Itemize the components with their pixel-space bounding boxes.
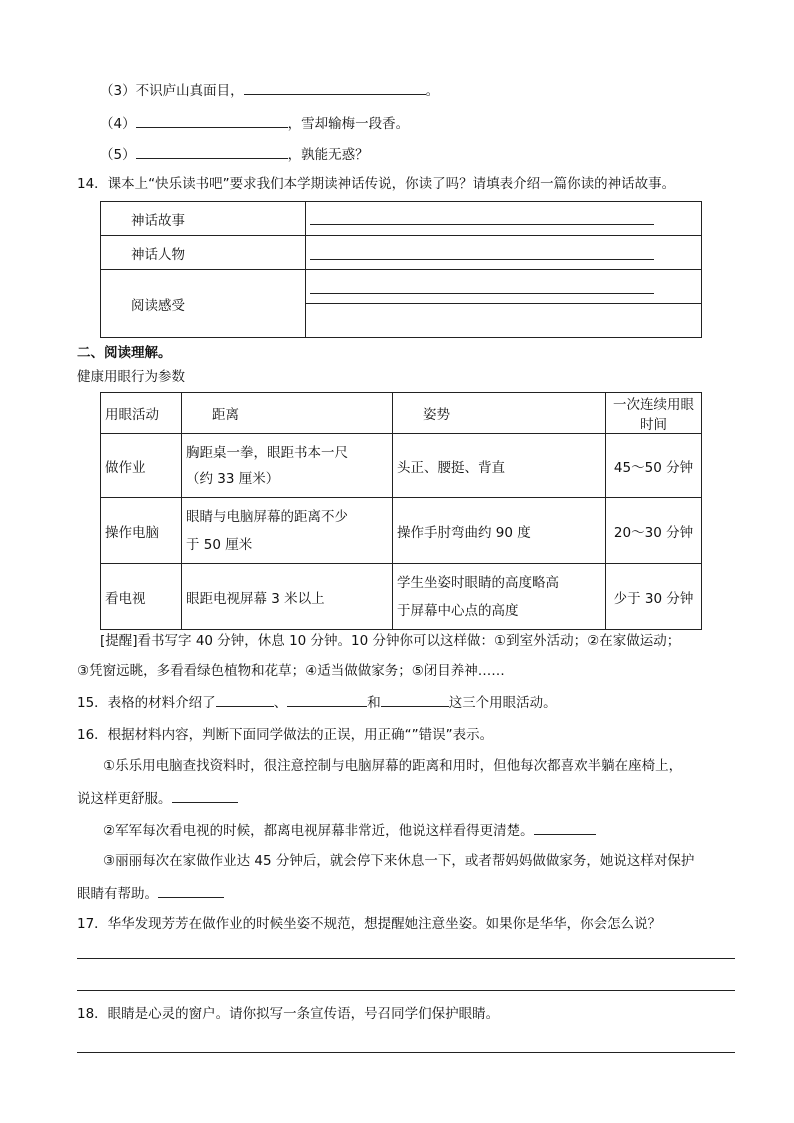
q14-text: 14．课本上“快乐读书吧”要求我们本学期读神话传说，你读了吗？请填表介绍一篇你读的神话故事。 bbox=[77, 176, 676, 192]
q13-item4 bbox=[100, 113, 409, 134]
myth-row-character-label: 神话人物 bbox=[101, 236, 306, 270]
q15-sep1: 、 bbox=[273, 695, 288, 711]
q15-prefix: 15．表格的材料介绍了 bbox=[77, 695, 216, 711]
q13-item4-label: （4） bbox=[100, 116, 136, 132]
myth-row-feeling-label: 阅读感受 bbox=[101, 270, 306, 338]
myth-row-feeling-answer-1[interactable] bbox=[306, 270, 702, 304]
eye-table-header bbox=[101, 393, 702, 434]
article-title: 健康用眼行为参数 bbox=[77, 369, 185, 385]
header-activity: 用眼活动 bbox=[101, 393, 182, 434]
table-row bbox=[101, 498, 702, 564]
row-posture: 操作手肘弯曲约 90 度 bbox=[393, 498, 606, 564]
row-time: 少于 30 分钟 bbox=[606, 564, 702, 630]
row-activity: 看电视 bbox=[101, 564, 182, 630]
q16-item3-blank[interactable] bbox=[158, 883, 224, 898]
q13-item5 bbox=[100, 144, 369, 165]
q16-item2-text: ②军军每次看电视的时候，都离电视屏幕非常近，他说这样看得更清楚。 bbox=[103, 823, 534, 839]
row-posture bbox=[393, 564, 606, 630]
q16-item3-line1: ③丽丽每次在家做作业达 45 分钟后，就会停下来休息一下，或者帮妈妈做做家务，她说这样对保护 bbox=[103, 853, 695, 869]
reminder-line2: ③凭窗远眺，多看看绿色植物和花草；④适当做做家务；⑤闭目养神…… bbox=[77, 663, 505, 679]
myth-answer-line-3 bbox=[310, 293, 654, 294]
table-row bbox=[101, 564, 702, 630]
q16-item1-blank[interactable] bbox=[172, 788, 238, 803]
q17-answer-line-1[interactable] bbox=[77, 958, 735, 959]
q15-suffix: 这三个用眼活动。 bbox=[448, 695, 557, 711]
q16-item3-line2 bbox=[77, 883, 224, 904]
myth-row-feeling-answer-2[interactable] bbox=[306, 304, 702, 338]
q16-item1-line2-text: 说这样更舒服。 bbox=[77, 791, 172, 807]
q16-item2 bbox=[103, 820, 596, 841]
header-time: 一次连续用眼时间 bbox=[606, 393, 702, 434]
q13-item3-blank[interactable] bbox=[244, 80, 426, 95]
q16-item1-line2 bbox=[77, 788, 238, 809]
myth-row-story-label: 神话故事 bbox=[101, 202, 306, 236]
table-row bbox=[101, 434, 702, 498]
row-posture-line1: 学生坐姿时眼睛的高度略高 bbox=[397, 574, 559, 591]
myth-answer-line-1 bbox=[310, 224, 654, 225]
q15-blank-3[interactable] bbox=[381, 692, 449, 707]
q13-item3 bbox=[100, 80, 439, 101]
q17-answer-line-2[interactable] bbox=[77, 990, 735, 991]
row-distance bbox=[182, 498, 393, 564]
row-posture-line2: 于屏幕中心点的高度 bbox=[397, 602, 519, 619]
q13-item4-end: ，雪却输梅一段香。 bbox=[287, 116, 410, 132]
header-distance: 距离 bbox=[182, 393, 393, 434]
eye-table bbox=[100, 392, 702, 630]
row-distance-line1: 眼睛与电脑屏幕的距离不少 bbox=[186, 508, 348, 525]
myth-answer-line-2 bbox=[310, 259, 654, 260]
reminder-line1: [提醒]看书写字 40 分钟，休息 10 分钟。10 分钟你可以这样做：①到室外活动；②在家做运动； bbox=[100, 633, 681, 649]
q13-item5-end: ，孰能无惑？ bbox=[287, 147, 369, 163]
q16-item2-blank[interactable] bbox=[534, 820, 596, 835]
row-distance bbox=[182, 434, 393, 498]
row-posture: 头正、腰挺、背直 bbox=[393, 434, 606, 498]
q15-sep2: 和 bbox=[367, 695, 381, 711]
q16-item3-line2-text: 眼睛有帮助。 bbox=[77, 886, 158, 902]
row-time: 45～50 分钟 bbox=[606, 434, 702, 498]
header-posture: 姿势 bbox=[393, 393, 606, 434]
row-distance: 眼距电视屏幕 3 米以上 bbox=[182, 564, 393, 630]
q13-item5-blank[interactable] bbox=[136, 144, 288, 159]
q18-text: 18．眼睛是心灵的窗户。请你拟写一条宣传语，号召同学们保护眼睛。 bbox=[77, 1006, 500, 1022]
q15 bbox=[77, 692, 557, 713]
myth-row-character-answer[interactable] bbox=[306, 236, 702, 270]
section-heading: 二、阅读理解。 bbox=[77, 345, 172, 361]
q16-text: 16．根据材料内容，判断下面同学做法的正误，用正确“”错误”表示。 bbox=[77, 727, 494, 743]
row-activity: 操作电脑 bbox=[101, 498, 182, 564]
myth-table bbox=[100, 201, 702, 338]
q15-blank-1[interactable] bbox=[216, 692, 274, 707]
row-distance-line2: 于 50 厘米 bbox=[186, 536, 253, 553]
q13-item5-label: （5） bbox=[100, 147, 136, 163]
q17-text: 17．华华发现芳芳在做作业的时候坐姿不规范，想提醒她注意坐姿。如果你是华华，你会怎么说？ bbox=[77, 916, 662, 932]
row-activity: 做作业 bbox=[101, 434, 182, 498]
myth-row-story-answer[interactable] bbox=[306, 202, 702, 236]
q13-item3-end: 。 bbox=[425, 83, 440, 99]
row-time: 20～30 分钟 bbox=[606, 498, 702, 564]
row-distance-line1: 胸距桌一拳，眼距书本一尺 bbox=[186, 444, 348, 461]
q13-item4-blank[interactable] bbox=[136, 113, 288, 128]
q18-answer-line[interactable] bbox=[77, 1052, 735, 1053]
q16-item1-line1: ①乐乐用电脑查找资料时，很注意控制与电脑屏幕的距离和用时，但他每次都喜欢半躺在座椅上， bbox=[103, 758, 683, 774]
row-distance-line2: （约 33 厘米） bbox=[186, 470, 280, 487]
q15-blank-2[interactable] bbox=[287, 692, 367, 707]
q13-item3-label: （3）不识庐山真面目， bbox=[100, 83, 244, 99]
